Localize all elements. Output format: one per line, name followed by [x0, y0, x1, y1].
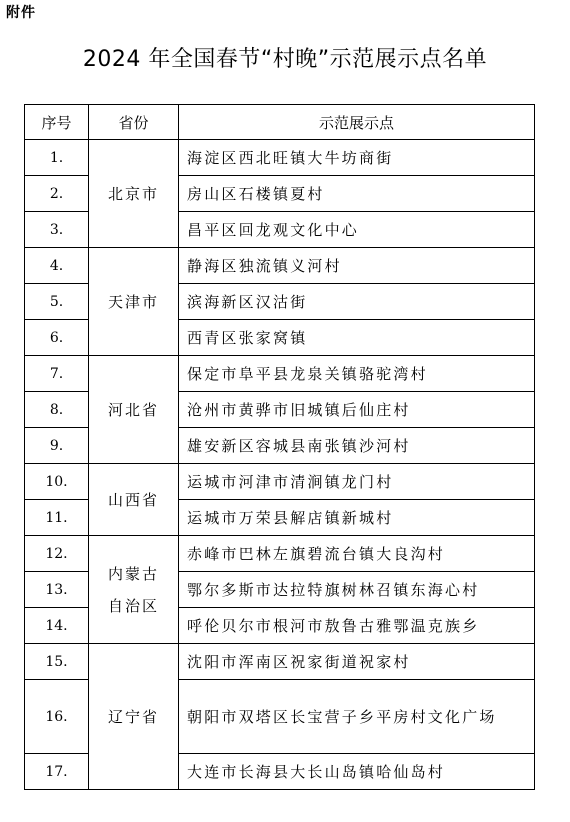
province-name: 辽宁省 [107, 707, 159, 726]
province-name: 天津市 [107, 292, 159, 311]
province-name-line2: 自治区 [107, 596, 159, 615]
row-serial: 17. [25, 754, 89, 790]
row-site: 海淀区西北旺镇大牛坊商街 [179, 140, 535, 176]
province-cell [89, 536, 179, 644]
header-serial: 序号 [25, 105, 89, 140]
row-site: 雄安新区容城县南张镇沙河村 [179, 428, 535, 464]
row-site: 运城市河津市清涧镇龙门村 [179, 464, 535, 500]
row-site: 房山区石楼镇夏村 [179, 176, 535, 212]
row-site: 西青区张家窝镇 [179, 320, 535, 356]
row-serial: 4. [25, 248, 89, 284]
header-site: 示范展示点 [179, 105, 535, 140]
province-cell [89, 140, 179, 248]
province-cell [89, 248, 179, 356]
row-serial: 3. [25, 212, 89, 248]
row-serial: 2. [25, 176, 89, 212]
province-name: 内蒙古 [107, 564, 159, 583]
row-serial: 5. [25, 284, 89, 320]
demo-sites-table [24, 104, 535, 790]
table-row [25, 464, 535, 500]
row-site: 昌平区回龙观文化中心 [179, 212, 535, 248]
row-site: 鄂尔多斯市达拉特旗树林召镇东海心村 [179, 572, 535, 608]
attachment-label: 附件 [6, 5, 36, 21]
row-serial: 7. [25, 356, 89, 392]
table-row [25, 248, 535, 284]
table-row [25, 536, 535, 572]
row-site: 大连市长海县大长山岛镇哈仙岛村 [179, 754, 535, 790]
province-name: 山西省 [107, 490, 159, 509]
province-name: 北京市 [107, 184, 159, 203]
row-site: 呼伦贝尔市根河市敖鲁古雅鄂温克族乡 [179, 608, 535, 644]
row-serial: 16. [25, 680, 89, 754]
row-serial: 12. [25, 536, 89, 572]
document-title: 2024 年全国春节“村晚”示范展示点名单 [82, 47, 488, 72]
row-site: 静海区独流镇义河村 [179, 248, 535, 284]
row-serial: 13. [25, 572, 89, 608]
table-header-row [25, 105, 535, 140]
table-row [25, 356, 535, 392]
header-province: 省份 [89, 105, 179, 140]
province-cell [89, 644, 179, 790]
row-serial: 8. [25, 392, 89, 428]
row-serial: 10. [25, 464, 89, 500]
row-serial: 9. [25, 428, 89, 464]
row-site: 朝阳市双塔区长宝营子乡平房村文化广场 [179, 680, 535, 754]
province-cell [89, 464, 179, 536]
row-site: 沈阳市浑南区祝家街道祝家村 [179, 644, 535, 680]
province-name: 河北省 [107, 400, 159, 419]
row-site: 保定市阜平县龙泉关镇骆驼湾村 [179, 356, 535, 392]
table-row [25, 140, 535, 176]
table-row [25, 644, 535, 680]
row-serial: 14. [25, 608, 89, 644]
row-site: 赤峰市巴林左旗碧流台镇大良沟村 [179, 536, 535, 572]
row-site: 沧州市黄骅市旧城镇后仙庄村 [179, 392, 535, 428]
province-cell [89, 356, 179, 464]
row-site: 滨海新区汉沽街 [179, 284, 535, 320]
row-serial: 15. [25, 644, 89, 680]
row-serial: 6. [25, 320, 89, 356]
row-site: 运城市万荣县解店镇新城村 [179, 500, 535, 536]
row-serial: 1. [25, 140, 89, 176]
row-serial: 11. [25, 500, 89, 536]
